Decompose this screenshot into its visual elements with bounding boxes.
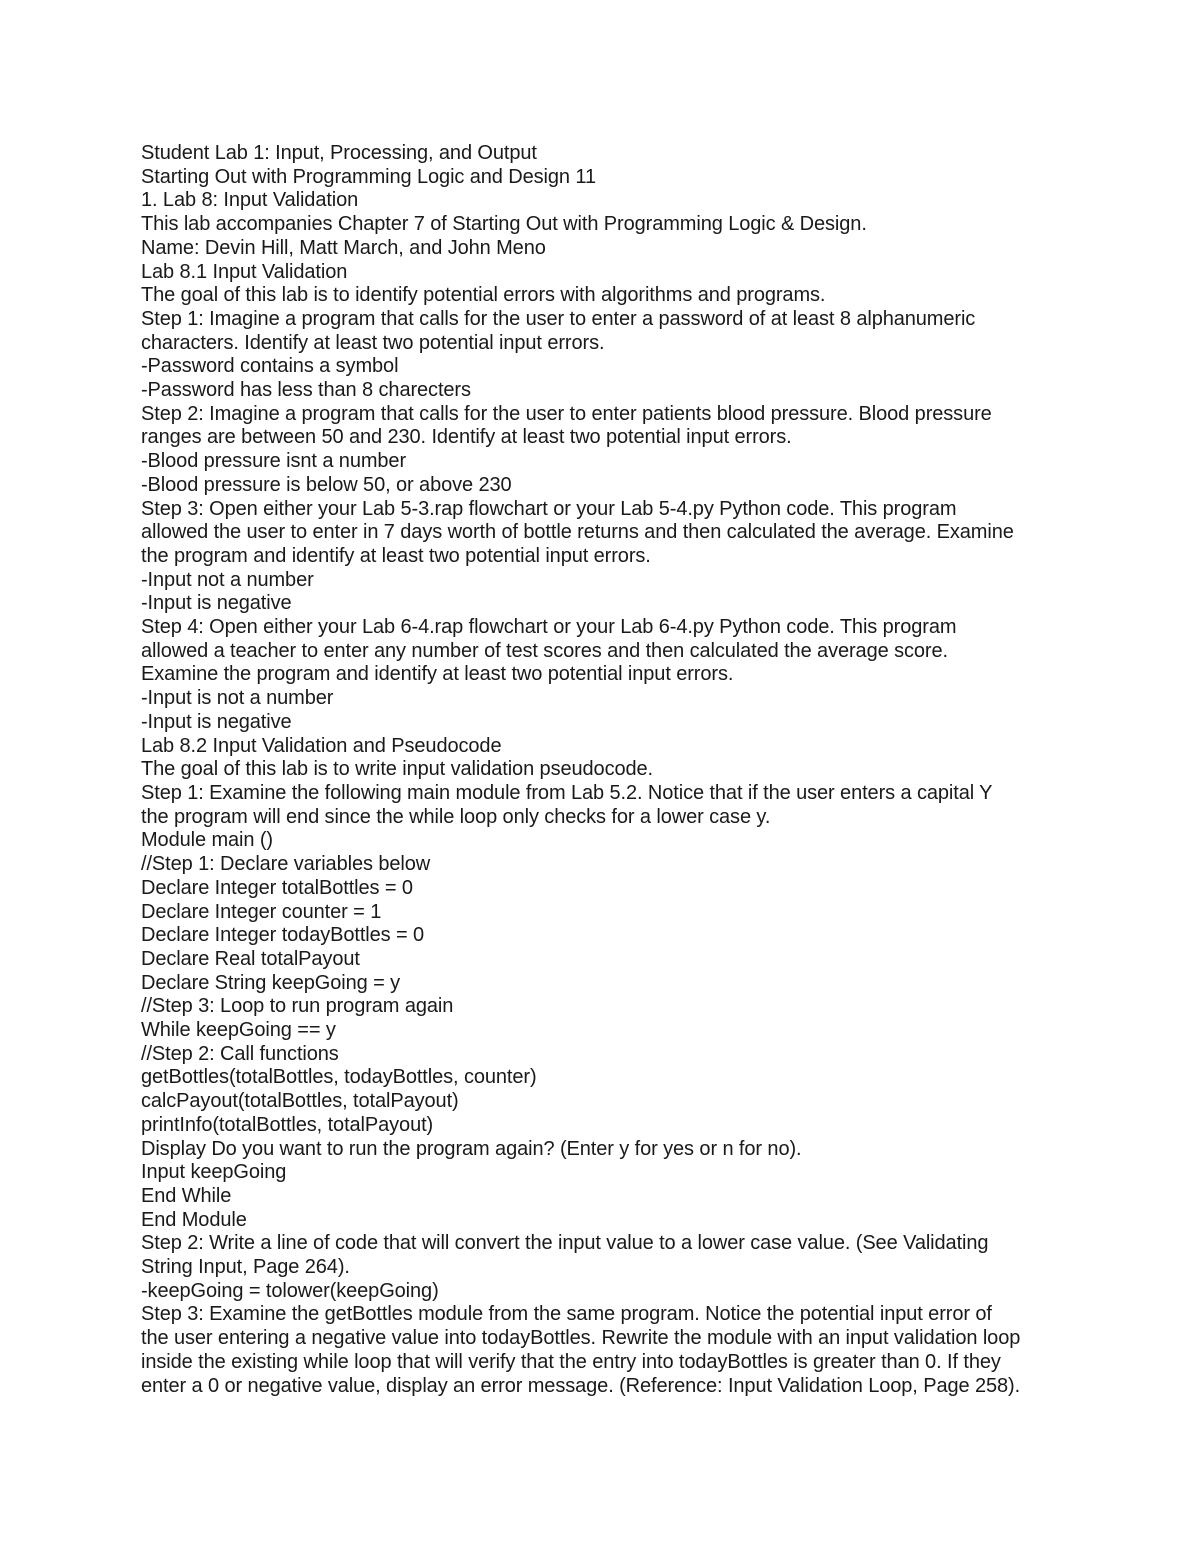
code-line: getBottles(totalBottles, todayBottles, counter) <box>141 1066 537 1089</box>
code-line: While keepGoing == y <box>141 1019 336 1042</box>
text-line: Step 2: Imagine a program that calls for the user to enter patients blood pressure. Blood pressure <box>141 402 992 425</box>
section-heading: Lab 8.2 Input Validation and Pseudocode <box>141 734 502 757</box>
code-line: Declare Integer counter = 1 <box>141 900 382 923</box>
code-line: printInfo(totalBottles, totalPayout) <box>141 1113 434 1136</box>
answer-line: -Input is negative <box>141 592 292 615</box>
text-line: inside the existing while loop that will verify that the entry into todayBottles is greater than 0. If they <box>141 1350 1001 1373</box>
answer-line: -Password contains a symbol <box>141 355 399 378</box>
text-line: String Input, Page 264). <box>141 1256 350 1279</box>
text-line: Step 1: Examine the following main module from Lab 5.2. Notice that if the user enters a capital Y <box>141 781 993 804</box>
text-line: allowed the user to enter in 7 days worth of bottle returns and then calculated the average. Examine <box>141 521 1014 544</box>
text-line: Step 4: Open either your Lab 6-4.rap flowchart or your Lab 6-4.py Python code. This program <box>141 616 957 639</box>
code-line: calcPayout(totalBottles, totalPayout) <box>141 1090 459 1113</box>
text-line: Step 3: Open either your Lab 5-3.rap flowchart or your Lab 5-4.py Python code. This program <box>141 497 957 520</box>
code-line: //Step 1: Declare variables below <box>141 853 431 876</box>
text-line: The goal of this lab is to identify potential errors with algorithms and programs. <box>141 284 826 307</box>
doc-subtitle: Starting Out with Programming Logic and Design 11 <box>141 165 596 188</box>
author-names: Name: Devin Hill, Matt March, and John Meno <box>141 236 546 259</box>
code-line: //Step 3: Loop to run program again <box>141 995 454 1018</box>
code-line: End While <box>141 1184 232 1207</box>
code-line: //Step 2: Call functions <box>141 1042 339 1065</box>
text-line: ranges are between 50 and 230. Identify at least two potential input errors. <box>141 426 792 449</box>
text-line: the program will end since the while loop only checks for a lower case y. <box>141 805 771 828</box>
text-line: the program and identify at least two potential input errors. <box>141 544 651 567</box>
code-line: Declare Integer totalBottles = 0 <box>141 876 413 899</box>
text-line: the user entering a negative value into todayBottles. Rewrite the module with an input validation loop <box>141 1327 1021 1350</box>
code-line: Input keepGoing <box>141 1161 287 1184</box>
text-line: Step 1: Imagine a program that calls for the user to enter a password of at least 8 alphanumeric <box>141 307 976 330</box>
answer-line: -Input is negative <box>141 710 292 733</box>
answer-line: -keepGoing = tolower(keepGoing) <box>141 1279 439 1302</box>
answer-line: -Password has less than 8 charecters <box>141 379 471 402</box>
text-line: Step 3: Examine the getBottles module from the same program. Notice the potential input error of <box>141 1303 992 1326</box>
doc-title: Student Lab 1: Input, Processing, and Output <box>141 142 537 164</box>
answer-line: -Blood pressure isnt a number <box>141 450 407 473</box>
text-line: The goal of this lab is to write input validation pseudocode. <box>141 758 653 781</box>
document-body <box>141 142 1101 1398</box>
text-line: enter a 0 or negative value, display an error message. (Reference: Input Validation Loop, Page 258). <box>141 1374 1021 1397</box>
code-line: End Module <box>141 1208 247 1231</box>
code-line: Declare Integer todayBottles = 0 <box>141 924 425 947</box>
section-heading: Lab 8.1 Input Validation <box>141 260 348 283</box>
text-line: This lab accompanies Chapter 7 of Starting Out with Programming Logic & Design. <box>141 213 867 236</box>
text-line: Step 2: Write a line of code that will convert the input value to a lower case value. (See Validating <box>141 1232 989 1255</box>
lab-heading: 1. Lab 8: Input Validation <box>141 189 359 212</box>
code-line: Display Do you want to run the program again? (Enter y for yes or n for no). <box>141 1137 802 1160</box>
answer-line: -Blood pressure is below 50, or above 230 <box>141 473 512 496</box>
text-line: allowed a teacher to enter any number of test scores and then calculated the average score. <box>141 639 948 662</box>
code-line: Declare Real totalPayout <box>141 947 360 970</box>
answer-line: -Input is not a number <box>141 687 334 710</box>
answer-line: -Input not a number <box>141 568 314 591</box>
code-line: Module main () <box>141 829 273 852</box>
code-line: Declare String keepGoing = y <box>141 971 401 994</box>
text-line: Examine the program and identify at least two potential input errors. <box>141 663 734 686</box>
text-line: characters. Identify at least two potential input errors. <box>141 331 605 354</box>
